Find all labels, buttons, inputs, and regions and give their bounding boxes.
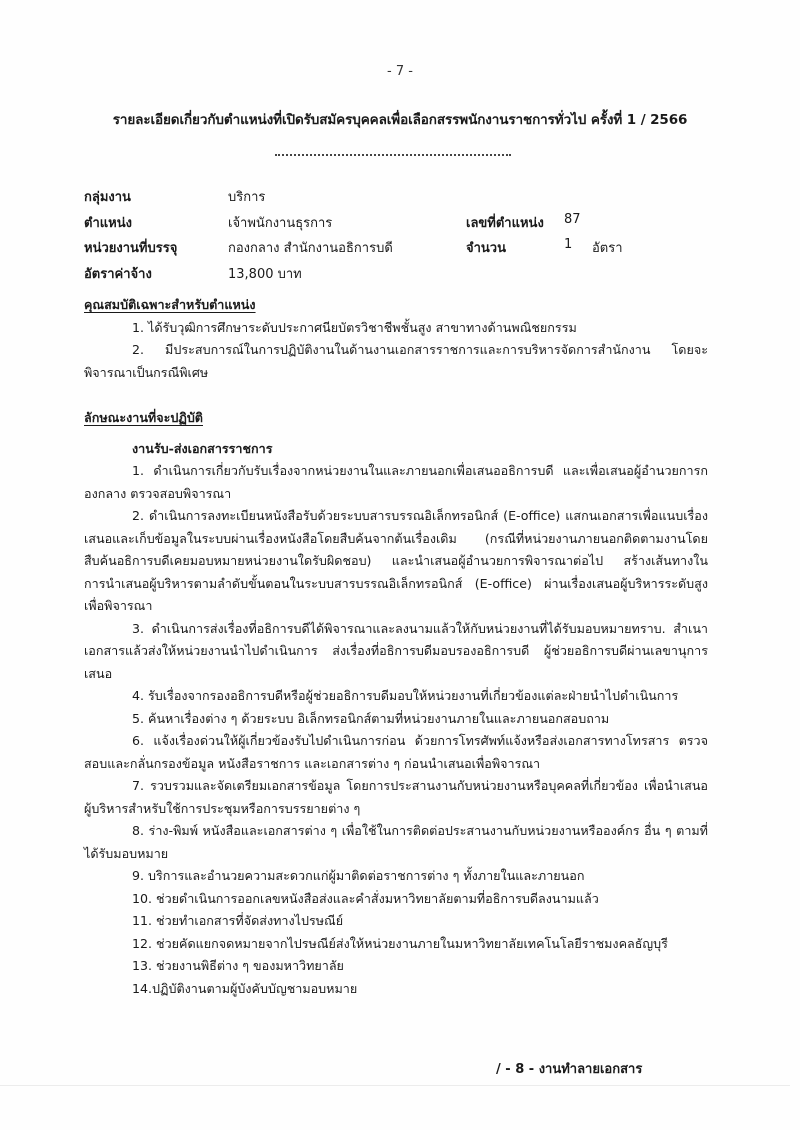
page-number: - 7 - (387, 64, 413, 79)
count-unit: อัตรา (592, 241, 623, 256)
duty-item: 7. รวบรวมและจัดเตรียมเอกสารข้อมูล โดยการประสานงานกับหน่วยงานหรือบุคคลที่เกี่ยวข้อง เพื่อนำเสนอผู้บริหารสำหรับใช้การประชุมหรือการบรรยายต่าง ๆ (84, 778, 708, 816)
info-row-unit (84, 237, 704, 263)
dotted-divider (275, 154, 511, 156)
duty-item: 3. ดำเนินการส่งเรื่องที่อธิการบดีได้พิจารณาและลงนามแล้วให้กับหน่วยงานที่ได้รับมอบหมายทราบ. สำเนาเอกสารแล้วส่งให้หน่วยงานนำไปดำเนินการ ส่งเรื่องที่อธิการบดีมอบรองอธิการบดี ผู้ช่วยอธิการบดีผ่านเลขานุการเสนอ (84, 620, 708, 681)
duty-item: 14.ปฏิบัติงานตามผู้บังคับบัญชามอบหมาย (132, 980, 358, 996)
unit-label: หน่วยงานที่บรรจุ (84, 241, 178, 256)
duties-section (84, 407, 708, 1000)
salary-label: อัตราค่าจ้าง (84, 266, 152, 282)
count-label: จำนวน (466, 241, 506, 256)
position-number-value: 87 (564, 211, 581, 227)
next-page-reference: / - 8 - งานทำลายเอกสาร (496, 1062, 643, 1077)
duty-item: 5. ค้นหาเรื่องต่าง ๆ ด้วยระบบ อิเล็กทรอนิกส์ตามที่หน่วยงานภายในและภายนอกสอบถาม (132, 710, 610, 726)
group-label: กลุ่มงาน (84, 190, 131, 205)
duty-item: 8. ร่าง-พิมพ์ หนังสือและเอกสารต่าง ๆ เพื่อใช้ในการติดต่อประสานงานกับหน่วยงานหรือองค์กร อื่น ๆ ตามที่ได้รับมอบหมาย (84, 823, 708, 861)
scan-edge-line (0, 1085, 790, 1086)
count-value: 1 (564, 237, 573, 252)
info-row-group (84, 186, 704, 212)
duty-item: 9. บริการและอำนวยความสะดวกแก่ผู้มาติดต่อราชการต่าง ๆ ทั้งภายในและภายนอก (132, 868, 585, 883)
qualifications-section (84, 294, 708, 384)
position-value: เจ้าพนักงานธุรการ (228, 215, 333, 231)
duties-subheading: งานรับ-ส่งเอกสารราชการ (132, 440, 273, 456)
qualifications-heading: คุณสมบัติเฉพาะสำหรับตำแหน่ง (84, 297, 256, 312)
duty-item: 2. ดำเนินการลงทะเบียนหนังสือรับด้วยระบบสารบรรณอิเล็กทรอนิกส์ (E-office) แสกนเอกสารเพื่อแนบเรื่องเสนอและเก็บข้อมูลในระบบผ่านเรื่องหนังสือโดยสืบค้นจากต้นเรื่องเดิม (กรณีที่หน่วยงานภายนอกติดตามงานโดยสืบค้นอธิการบดีเคยมอบหมายหน่วยงานใดรับผิดชอบ) และนำเสนอผู้อำนวยการพิจารณาต่อไป สร้างเส้นทางในการนำเสนอผู้บริหารตามลำดับขั้นตอนในระบบสารบรรณอิเล็กทรอนิกส์ (E-office) ผ่านเรื่องเสนอผู้บริหารระดับสูงเพื่อพิจารณา (84, 508, 708, 613)
qualification-item: 1. ได้รับวุฒิการศึกษาระดับประกาศนียบัตรวิชาชีพชั้นสูง สาขาทางด้านพณิชยกรรม (132, 319, 577, 335)
salary-value: 13,800 บาท (228, 266, 302, 282)
position-number-label: เลขที่ตำแหน่ง (466, 215, 544, 231)
duty-item: 12. ช่วยคัดแยกจดหมายจากไปรษณีย์ส่งให้หน่วยงานภายในมหาวิทยาลัยเทคโนโลยีราชมงคลธัญบุรี (132, 935, 668, 951)
position-info-table (84, 186, 704, 288)
unit-value: กองกลาง สำนักงานอธิการบดี (228, 241, 393, 256)
duty-item: 10. ช่วยดำเนินการออกเลขหนังสือส่งและคำสั่งมหาวิทยาลัยตามที่อธิการบดีลงนามแล้ว (132, 890, 599, 906)
info-row-position (84, 212, 704, 238)
duty-item: 1. ดำเนินการเกี่ยวกับรับเรื่องจากหน่วยงานในและภายนอกเพื่อเสนออธิการบดี และเพื่อเสนอผู้อำนวยการกองกลาง ตรวจสอบพิจารณา (84, 463, 708, 501)
duty-item: 11. ช่วยทำเอกสารที่จัดส่งทางไปรษณีย์ (132, 913, 344, 928)
group-value: บริการ (228, 190, 266, 205)
duty-item: 6. แจ้งเรื่องด่วนให้ผู้เกี่ยวข้องรับไปดำเนินการก่อน ด้วยการโทรศัพท์แจ้งหรือส่งเอกสารทางโทรสาร ตรวจสอบและกลั่นกรองข้อมูล หนังสือราชการ และเอกสารต่าง ๆ ก่อนนำเสนอเพื่อพิจารณา (84, 733, 708, 771)
position-label: ตำแหน่ง (84, 215, 132, 231)
document-title: รายละเอียดเกี่ยวกับตำแหน่งที่เปิดรับสมัครบุคคลเพื่อเลือกสรรพนักงานราชการทั่วไป ครั้งที่ 1 / 2566 (112, 112, 688, 128)
info-row-salary (84, 263, 704, 289)
duty-item: 13. ช่วยงานพิธีต่าง ๆ ของมหาวิทยาลัย (132, 958, 344, 973)
qualification-item: 2. มีประสบการณ์ในการปฏิบัติงานในด้านงานเอกสารราชการและการบริหารจัดการสำนักงาน โดยจะพิจารณาเป็นกรณีพิเศษ (84, 342, 708, 380)
duties-heading: ลักษณะงานที่จะปฏิบัติ (84, 410, 203, 425)
duty-item: 4. รับเรื่องจากรองอธิการบดีหรือผู้ช่วยอธิการบดีมอบให้หน่วยงานที่เกี่ยวข้องแต่ละฝ่ายนำไปดำเนินการ (132, 688, 679, 703)
